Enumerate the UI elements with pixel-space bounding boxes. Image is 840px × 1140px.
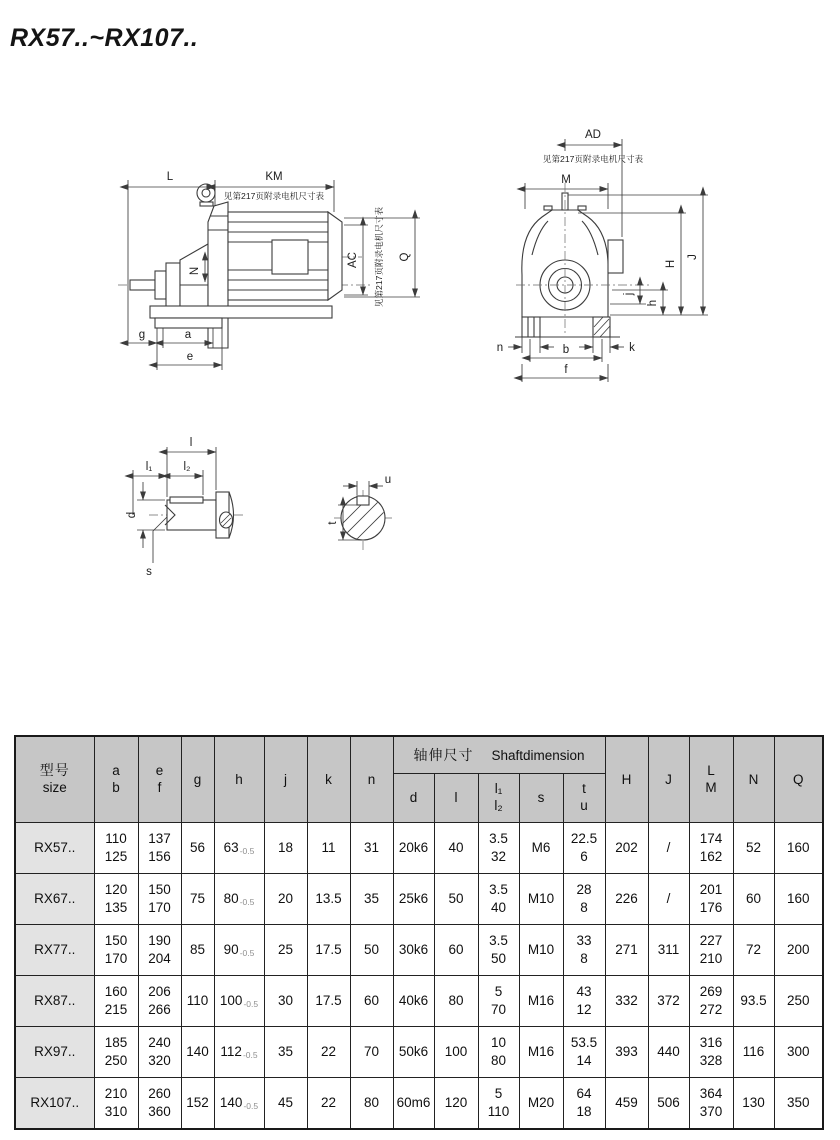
- table-row: [15, 925, 823, 976]
- dim-label-b: b: [562, 344, 570, 356]
- cell-l1l2: 3.5 32: [478, 823, 519, 874]
- cell-d: 25k6: [393, 874, 434, 925]
- cell-tu: 53.5 14: [563, 1027, 605, 1078]
- cell-LM: 174 162: [689, 823, 733, 874]
- cell-d: 60m6: [393, 1078, 434, 1130]
- cell-n: 50: [350, 925, 393, 976]
- cell-d: 20k6: [393, 823, 434, 874]
- cell-k: 17.5: [307, 925, 350, 976]
- cell-H: 202: [605, 823, 648, 874]
- cell-j: 25: [264, 925, 307, 976]
- cell-l1l2: 3.5 40: [478, 874, 519, 925]
- cell-h: $100_{-0.5}$: [214, 976, 264, 1027]
- cell-g: 152: [181, 1078, 214, 1130]
- dim-label-l2: l₂: [183, 461, 191, 473]
- cell-ef: 240 320: [138, 1027, 181, 1078]
- dim-label-N: N: [189, 266, 201, 276]
- cell-LM: 227 210: [689, 925, 733, 976]
- cell-h: $63_{-0.5}$: [214, 823, 264, 874]
- cell-LM: 269 272: [689, 976, 733, 1027]
- keyway-slot: [357, 496, 369, 505]
- dim-label-J: J: [687, 254, 699, 260]
- cell-N: 93.5: [733, 976, 774, 1027]
- motor-note-front: 见第217页附录电机尺寸表: [542, 154, 644, 164]
- shaft-section-drawing: [327, 470, 415, 575]
- cell-s: M16: [519, 976, 563, 1027]
- cell-size: RX107..: [15, 1078, 94, 1130]
- col-header-l1l2: l₁ l₂: [478, 774, 519, 823]
- cell-j: 45: [264, 1078, 307, 1130]
- table-row: [15, 976, 823, 1027]
- cell-g: 56: [181, 823, 214, 874]
- cell-n: 35: [350, 874, 393, 925]
- cell-J: /: [648, 874, 689, 925]
- cell-ab: 185 250: [94, 1027, 138, 1078]
- dim-label-g: g: [138, 329, 146, 341]
- spec-table-body: [15, 823, 823, 1130]
- cell-H: 393: [605, 1027, 648, 1078]
- cell-n: 70: [350, 1027, 393, 1078]
- dim-label-h: h: [647, 299, 659, 307]
- cell-size: RX77..: [15, 925, 94, 976]
- dim-label-e: e: [186, 351, 194, 363]
- cell-h: $90_{-0.5}$: [214, 925, 264, 976]
- cell-ef: 190 204: [138, 925, 181, 976]
- col-header-N: N: [733, 736, 774, 823]
- cell-LM: 316 328: [689, 1027, 733, 1078]
- cell-J: 506: [648, 1078, 689, 1130]
- dim-label-M: M: [561, 174, 571, 186]
- cell-ef: 150 170: [138, 874, 181, 925]
- cell-l: 60: [434, 925, 478, 976]
- table-row: [15, 1078, 823, 1130]
- terminal-box: [608, 240, 623, 273]
- cell-size: RX57..: [15, 823, 94, 874]
- cell-k: 13.5: [307, 874, 350, 925]
- col-header-ef: e f: [138, 736, 181, 823]
- cell-H: 271: [605, 925, 648, 976]
- cell-size: RX67..: [15, 874, 94, 925]
- cell-ab: 210 310: [94, 1078, 138, 1130]
- feet-outline: [515, 317, 620, 337]
- page-title: RX57..~RX107..: [10, 24, 199, 52]
- col-header-Q: Q: [774, 736, 823, 823]
- cell-N: 130: [733, 1078, 774, 1130]
- cell-Q: 200: [774, 925, 823, 976]
- cell-Q: 250: [774, 976, 823, 1027]
- shaft-outline: [165, 492, 234, 538]
- cell-J: /: [648, 823, 689, 874]
- housing-outline: [516, 183, 650, 333]
- dim-label-s: s: [146, 566, 152, 578]
- col-header-LM: L M: [689, 736, 733, 823]
- cell-ef: 206 266: [138, 976, 181, 1027]
- col-header-H: H: [605, 736, 648, 823]
- motor-note-vertical: 见第217页附录电机尺寸表: [374, 206, 384, 308]
- cell-tu: 64 18: [563, 1078, 605, 1130]
- cell-l1l2: 5 110: [478, 1078, 519, 1130]
- cell-ab: 160 215: [94, 976, 138, 1027]
- dim-label-L: L: [166, 171, 174, 183]
- cell-ab: 110 125: [94, 823, 138, 874]
- col-header-l: l: [434, 774, 478, 823]
- cell-l: 100: [434, 1027, 478, 1078]
- cell-N: 116: [733, 1027, 774, 1078]
- cell-l: 50: [434, 874, 478, 925]
- cell-J: 311: [648, 925, 689, 976]
- dim-label-k: k: [629, 342, 635, 354]
- col-header-J: J: [648, 736, 689, 823]
- motor-outline: [228, 212, 342, 300]
- col-header-g: g: [181, 736, 214, 823]
- cell-Q: 160: [774, 874, 823, 925]
- dim-label-u: u: [384, 474, 392, 486]
- cell-h: $140_{-0.5}$: [214, 1078, 264, 1130]
- cell-s: M10: [519, 925, 563, 976]
- cell-s: M20: [519, 1078, 563, 1130]
- cell-ef: 260 360: [138, 1078, 181, 1130]
- cell-g: 140: [181, 1027, 214, 1078]
- cell-H: 226: [605, 874, 648, 925]
- front-view-drawing: [480, 125, 770, 400]
- cell-N: 52: [733, 823, 774, 874]
- cell-g: 85: [181, 925, 214, 976]
- col-header-h: h: [214, 736, 264, 823]
- side-view-drawing: [110, 160, 440, 390]
- cell-g: 110: [181, 976, 214, 1027]
- col-header-d: d: [393, 774, 434, 823]
- cell-J: 372: [648, 976, 689, 1027]
- cell-Q: 300: [774, 1027, 823, 1078]
- cell-Q: 350: [774, 1078, 823, 1130]
- cell-tu: 43 12: [563, 976, 605, 1027]
- cell-s: M10: [519, 874, 563, 925]
- table-row: [15, 823, 823, 874]
- col-header-size: 型号 size: [15, 736, 94, 823]
- cell-d: 40k6: [393, 976, 434, 1027]
- dim-label-H: H: [665, 259, 677, 269]
- cell-ef: 137 156: [138, 823, 181, 874]
- cell-tu: 33 8: [563, 925, 605, 976]
- cell-l1l2: 10 80: [478, 1027, 519, 1078]
- dim-label-n: n: [496, 342, 504, 354]
- col-header-k: k: [307, 736, 350, 823]
- cell-LM: 201 176: [689, 874, 733, 925]
- cell-j: 30: [264, 976, 307, 1027]
- dim-label-d: d: [126, 511, 138, 519]
- cell-N: 60: [733, 874, 774, 925]
- base-outline: [150, 306, 332, 328]
- col-header-ab: a b: [94, 736, 138, 823]
- cell-n: 60: [350, 976, 393, 1027]
- cell-n: 80: [350, 1078, 393, 1130]
- dim-label-a: a: [184, 329, 192, 341]
- table-row: [15, 1027, 823, 1078]
- cell-s: M16: [519, 1027, 563, 1078]
- cell-size: RX87..: [15, 976, 94, 1027]
- cell-k: 22: [307, 1027, 350, 1078]
- dim-label-Q: Q: [399, 252, 411, 262]
- cell-k: 17.5: [307, 976, 350, 1027]
- cell-l: 80: [434, 976, 478, 1027]
- cell-s: M6: [519, 823, 563, 874]
- cell-h: $112_{-0.5}$: [214, 1027, 264, 1078]
- table-row: [15, 874, 823, 925]
- dim-label-j: j: [623, 292, 635, 296]
- cell-h: $80_{-0.5}$: [214, 874, 264, 925]
- col-header-tu: t u: [563, 774, 605, 823]
- shaft-detail-drawing: [125, 435, 340, 590]
- dim-label-KM: KM: [265, 171, 283, 183]
- cell-J: 440: [648, 1027, 689, 1078]
- cell-N: 72: [733, 925, 774, 976]
- cell-n: 31: [350, 823, 393, 874]
- cell-H: 332: [605, 976, 648, 1027]
- cell-j: 18: [264, 823, 307, 874]
- cell-size: RX97..: [15, 1027, 94, 1078]
- cell-l1l2: 5 70: [478, 976, 519, 1027]
- cell-ab: 150 170: [94, 925, 138, 976]
- cell-Q: 160: [774, 823, 823, 874]
- dim-label-l1: l₁: [145, 461, 153, 473]
- cell-g: 75: [181, 874, 214, 925]
- cell-tu: 22.5 6: [563, 823, 605, 874]
- cell-H: 459: [605, 1078, 648, 1130]
- dim-label-AC: AC: [347, 252, 359, 268]
- dim-label-f: f: [564, 364, 568, 376]
- cell-j: 35: [264, 1027, 307, 1078]
- cell-tu: 28 8: [563, 874, 605, 925]
- cell-l: 120: [434, 1078, 478, 1130]
- cell-ab: 120 135: [94, 874, 138, 925]
- dim-label-t: t: [327, 521, 339, 525]
- col-header-n: n: [350, 736, 393, 823]
- cell-d: 30k6: [393, 925, 434, 976]
- col-header-s: s: [519, 774, 563, 823]
- cell-l1l2: 3.5 50: [478, 925, 519, 976]
- cell-k: 11: [307, 823, 350, 874]
- cell-l: 40: [434, 823, 478, 874]
- spec-table: [14, 735, 824, 1130]
- col-header-j: j: [264, 736, 307, 823]
- cell-d: 50k6: [393, 1027, 434, 1078]
- dim-label-AD: AD: [585, 129, 601, 141]
- cell-j: 20: [264, 874, 307, 925]
- motor-note: 见第217页附录电机尺寸表: [223, 191, 325, 201]
- col-header-shaft-dimension: 轴伸尺寸 Shaftdimension: [393, 736, 605, 774]
- dim-label-l: l: [189, 437, 193, 449]
- cell-LM: 364 370: [689, 1078, 733, 1130]
- cell-k: 22: [307, 1078, 350, 1130]
